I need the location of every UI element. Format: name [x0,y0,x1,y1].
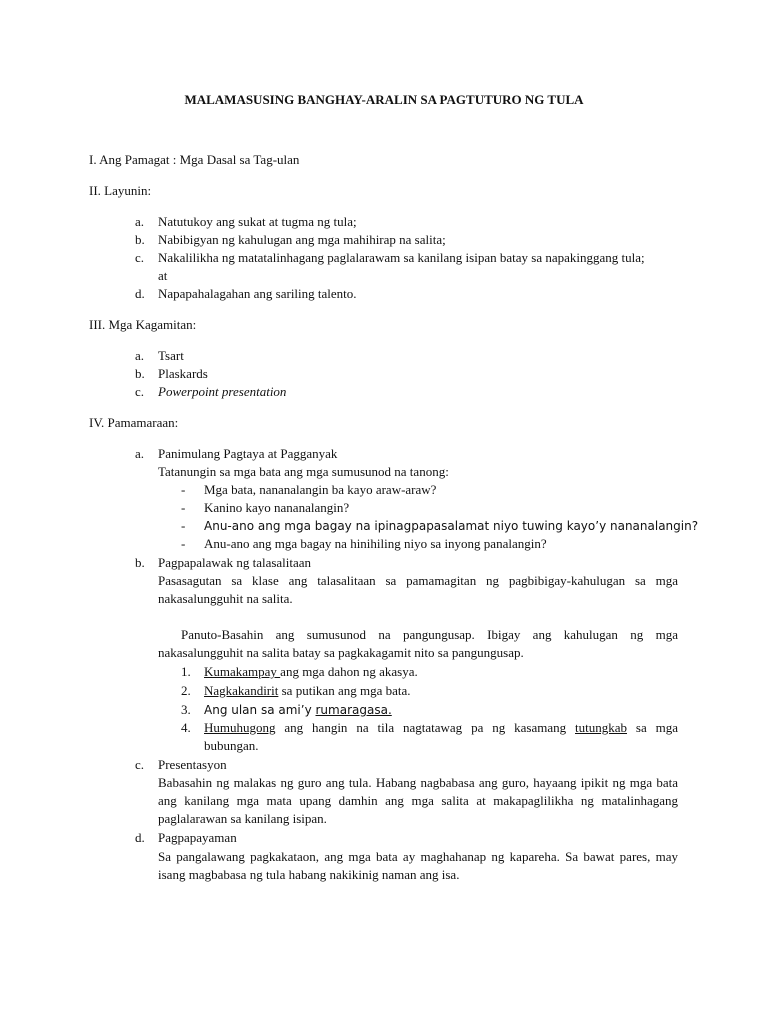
number-label: 2. [181,683,191,698]
sentence-text: ang mga dahon ng akasya. [280,664,418,679]
paragraph: Tatanungin sa mga bata ang mga sumusunod na tanong: [158,464,449,479]
list-label: d. [135,286,145,301]
numbered-item-continuation: bubungan. [204,738,259,753]
question-item: Anu-ano ang mga bagay na ipinagpapasalamat niyo tuwing kayo’y nananalangin? [204,519,699,533]
dash-bullet: - [181,500,186,515]
numbered-item [204,701,392,719]
underlined-word: Nagkakandirit [204,683,279,698]
number-label: 3. [181,702,191,717]
list-label: a. [135,348,145,363]
subsection-heading: Panimulang Pagtaya at Pagganyak [158,446,338,461]
dash-bullet: - [181,482,186,497]
sentence-text: sa mga [627,720,678,735]
list-item: Nakalilikha ng matatalinhagang paglalarawam sa kanilang isipan batay sa napakinggang tula; [158,250,645,265]
sentence-text: ang hangin na tila nagtatawag pa ng kasamang [275,720,575,735]
list-item: Tsart [158,348,184,363]
paragraph: Babasahin ng malakas ng guro ang tula. Habang nagbabasa ang guro, hayaang ipikit ng mga bata ang kanilang mga mata upang damhin ang mga salita at makapaglilikha ng matalinhagang paglalarawan sa kanilang isipan. [158,775,678,826]
list-item: Powerpoint presentation [158,384,287,399]
list-item: Nabibigyan ng kahulugan ang mga mahihirap na salita; [158,232,446,247]
list-item: Natutukoy ang sukat at tugma ng tula; [158,214,357,229]
numbered-item [204,663,418,681]
dash-bullet: - [181,518,186,533]
subsection-heading: Pagpapayaman [158,830,237,845]
list-label: c. [135,384,145,399]
list-item-continuation: at [158,268,168,283]
paragraph: Sa pangalawang pagkakataon, ang mga bata ay maghahanap ng kapareha. Sa bawat pares, may isang magbabasa ng tula habang nakikinig naman ang isa. [158,849,678,882]
list-label: b. [135,366,145,381]
underlined-word: Kumakampay [204,664,281,679]
underlined-word: rumaragasa. [315,703,392,717]
list-label: a. [135,446,145,461]
question-item: Kanino kayo nananalangin? [204,500,350,515]
paragraph: Panuto-Basahin ang sumusunod na pangungusap. Ibigay ang kahulugan ng mga [181,627,678,642]
list-label: d. [135,830,145,845]
numbered-item [204,682,411,700]
sentence-text: sa putikan ang mga bata. [278,683,411,698]
subsection-heading: Presentasyon [158,757,227,772]
underlined-word: Humuhugong [204,720,276,735]
section-pamagat: I. Ang Pamagat : Mga Dasal sa Tag-ulan [89,152,300,167]
paragraph: nakasalungguhit na salita batay sa pagkakagamit nito sa pangungusap. [158,645,524,660]
paragraph: Pasasagutan sa klase ang talasalitaan sa pamamagitan ng pagbibigay-kahulugan sa mga nakasalungguhit na salita. [158,573,678,606]
question-item: Mga bata, nananalangin ba kayo araw-araw? [204,482,437,497]
list-item: Plaskards [158,366,208,381]
numbered-item [204,719,678,737]
list-label: c. [135,250,145,265]
list-label: b. [135,232,145,247]
sentence-text: Ang ulan sa ami’y [204,703,316,717]
list-label: a. [135,214,145,229]
list-label: b. [135,555,145,570]
document-title: MALAMASUSING BANGHAY-ARALIN SA PAGTUTURO NG TULA [184,92,584,107]
section-layunin: II. Layunin: [89,183,152,198]
underlined-word: tutungkab [575,720,627,735]
section-pamamaraan: IV. Pamamaraan: [89,415,179,430]
list-item: Napapahalagahan ang sariling talento. [158,286,357,301]
section-kagamitan: III. Mga Kagamitan: [89,317,197,332]
dash-bullet: - [181,536,186,551]
list-label: c. [135,757,145,772]
number-label: 4. [181,720,191,735]
number-label: 1. [181,664,191,679]
subsection-heading: Pagpapalawak ng talasalitaan [158,555,312,570]
question-item: Anu-ano ang mga bagay na hinihiling niyo sa inyong panalangin? [204,536,547,551]
